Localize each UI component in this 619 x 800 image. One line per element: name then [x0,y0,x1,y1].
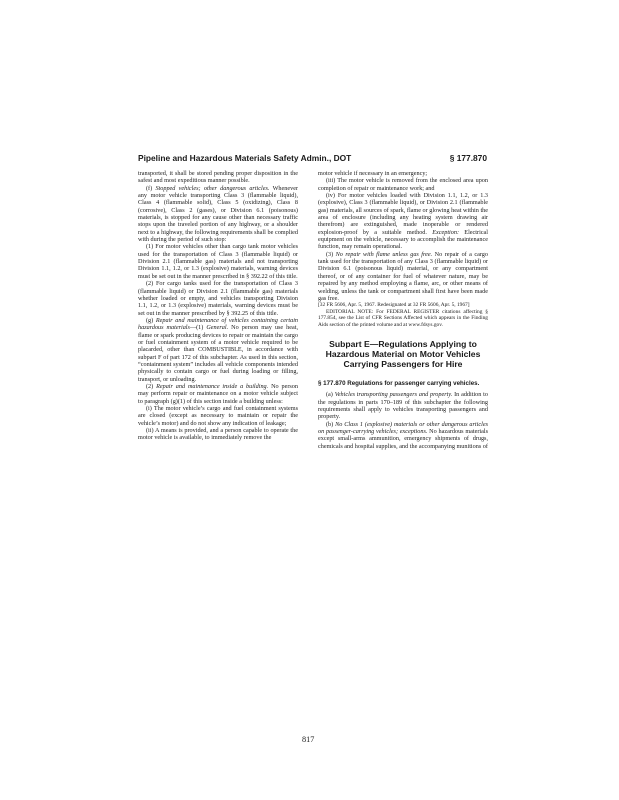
paragraph [138,427,298,442]
text-run: Electrical equipment on the vehicle, necessary to accomplish the maintenance function, may remain operational. [318,228,488,251]
paragraph [318,391,488,420]
right-text-column [318,170,488,725]
text-run: (b) [326,420,336,428]
paragraph [138,405,298,427]
text-run: (2) [146,382,157,390]
section-body [318,391,488,450]
text-run: (1) For motor vehicles other than cargo tank motor vehicles used for the transportation of Class 3 (flammable liquid) or Division 2.1 (flammable gas) materials and not transporting Division 1.1, 1.2, or 1.3 (explosive) materials, warning devices must be set out in the manner prescribed in § 392.22 of this title. [138,243,298,280]
italic-run: Vehicles transporting passengers and property. [334,391,453,399]
paragraph [138,317,298,383]
text-run: (i) The motor vehicle’s cargo and fuel containment systems are closed (except as necessary to maintain or repair the vehicle’s motor) and do not show any indication of leakage; [138,405,298,427]
paragraph [318,170,488,177]
paragraph [318,251,488,302]
right-column-continuation [318,170,488,329]
italic-run: General. [206,324,229,332]
paragraph [138,280,298,317]
text-run: (2) For cargo tanks used for the transportation of Class 3 (flammable liquid) or Division 2.1 (flammable gas) materials whether loaded or empty, and vehicles transporting Division 1.1, 1.2, or 1.3 (explosive) materials, warning devices must be set out in the manner prescribed by § 392.25 of this title. [138,280,298,317]
text-run: In addition to the regulations in parts 170–189 of this subchapter the following requirements shall apply to vehicles transporting passengers and property. [318,391,488,421]
text-run: (a) [326,391,335,399]
text-run: transported, it shall be stored pending proper disposition in the safest and most expeditious manner possible. [138,170,298,185]
section-heading: § 177.870 Regulations for passenger carrying vehicles. [318,379,480,387]
paragraph [318,309,488,329]
paragraph [138,243,298,280]
text-run: Whenever any motor vehicle transporting Class 3 (flammable liquid), Class 4 (flammable solid), Class 5 (oxidizing), Class 8 (corrosive), Class 2 (gases), or Division 6.1 (poisonous) materials, is stopped for any cause other than necessary traffic stops upon the traveled portion of any highway, or a shoulder next to a highway, the following requirements shall be complied with during the period of such stop: [138,184,298,244]
text-run: No repair of a cargo tank used for the transportation of any Class 3 (flammable liquid) or Division 6.1 (poisonous liquid) material, or any compartment thereof, or of any container for fuel of whatever nature, may be repaired by any method employing a flame, arc, or other means of welding, unless the tank or compartment shall first have been made gas free. [318,250,488,302]
text-run: EDITORIAL NOTE: For FEDERAL REGISTER citations affecting § 177.854, see the List of CFR Sections Affected which appears in the Finding Aids section of the printed volume and at www.fdsys.gov. [318,308,488,328]
paragraph [138,383,298,405]
header-agency: Pipeline and Hazardous Materials Safety Admin., DOT [138,153,352,163]
paragraph [318,302,488,309]
text-run: (iii) The motor vehicle is removed from the enclosed area upon completion of repair or maintenance work; and [318,177,488,192]
text-run: No person may perform repair or maintenance on a motor vehicle subject to paragraph (g)(1) of this section inside a building unless: [138,382,298,405]
text-run: (iv) For motor vehicles loaded with Division 1.1, 1.2, or 1.3 (explosive), Class 3 (flammable liquid), or Division 2.1 (flammable gas) materials, all sources of spark, flame or glowing heat within the area of enclosure (including any heating system drawing air therefrom) are extinguished, made inoperable or rendered explosion-proof by a suitable method. [318,192,488,236]
text-run: No hazardous materials except small-arms ammunition, emergency shipments of drugs, chemicals and hospital supplies, and the accompanying munitions of [318,427,488,450]
italic-run: Stopped vehicles; other dangerous articles. [155,184,270,192]
italic-run: No Class 1 (explosive) materials or other dangerous articles on passenger-carrying vehicles; exceptions. [318,420,488,435]
text-run: No person may use heat, flame or spark producing devices to repair or maintain the cargo or fuel containment system of a motor vehicle required to be placarded, other than COMBUSTIBLE, in accordance with subpart F of part 172 of this subchapter. As used in this section, “containment system” includes all vehicle components intended physically to contain cargo or fuel during loading or filling, transport, or unloading. [138,324,298,383]
text-run: (3) [326,250,336,258]
running-header [138,150,487,164]
page-number: 817 [302,735,315,744]
text-run: (f) [146,184,156,192]
text-run: [32 FR 5606, Apr. 5, 1967. Redesignated at 32 FR 5606, Apr. 5, 1967] [318,302,470,309]
text-run: (g) [146,316,156,324]
subpart-heading: Subpart E—Regulations Applying to Hazardous Material on Motor Vehicles Carrying Passengers for Hire [325,338,481,370]
text-run: —(1) [189,324,207,332]
italic-run: Repair and maintenance of vehicles containing certain hazardous materials [138,316,298,332]
italic-run: Exception: [432,228,460,236]
italic-run: Repair and maintenance inside a building. [156,382,269,390]
italic-run: No repair with flame unless gas free. [335,250,433,258]
paragraph [138,185,298,244]
text-run: (ii) A means is provided, and a person capable to operate the motor vehicle is available, to immediately remove the [138,427,298,442]
paragraph [318,177,488,192]
paragraph [318,421,488,450]
left-text-column [138,170,298,725]
paragraph [318,192,488,251]
paragraph [138,170,298,185]
header-section-number: § 177.870 [449,153,487,163]
text-run: motor vehicle if necessary in an emergency; [318,170,428,177]
